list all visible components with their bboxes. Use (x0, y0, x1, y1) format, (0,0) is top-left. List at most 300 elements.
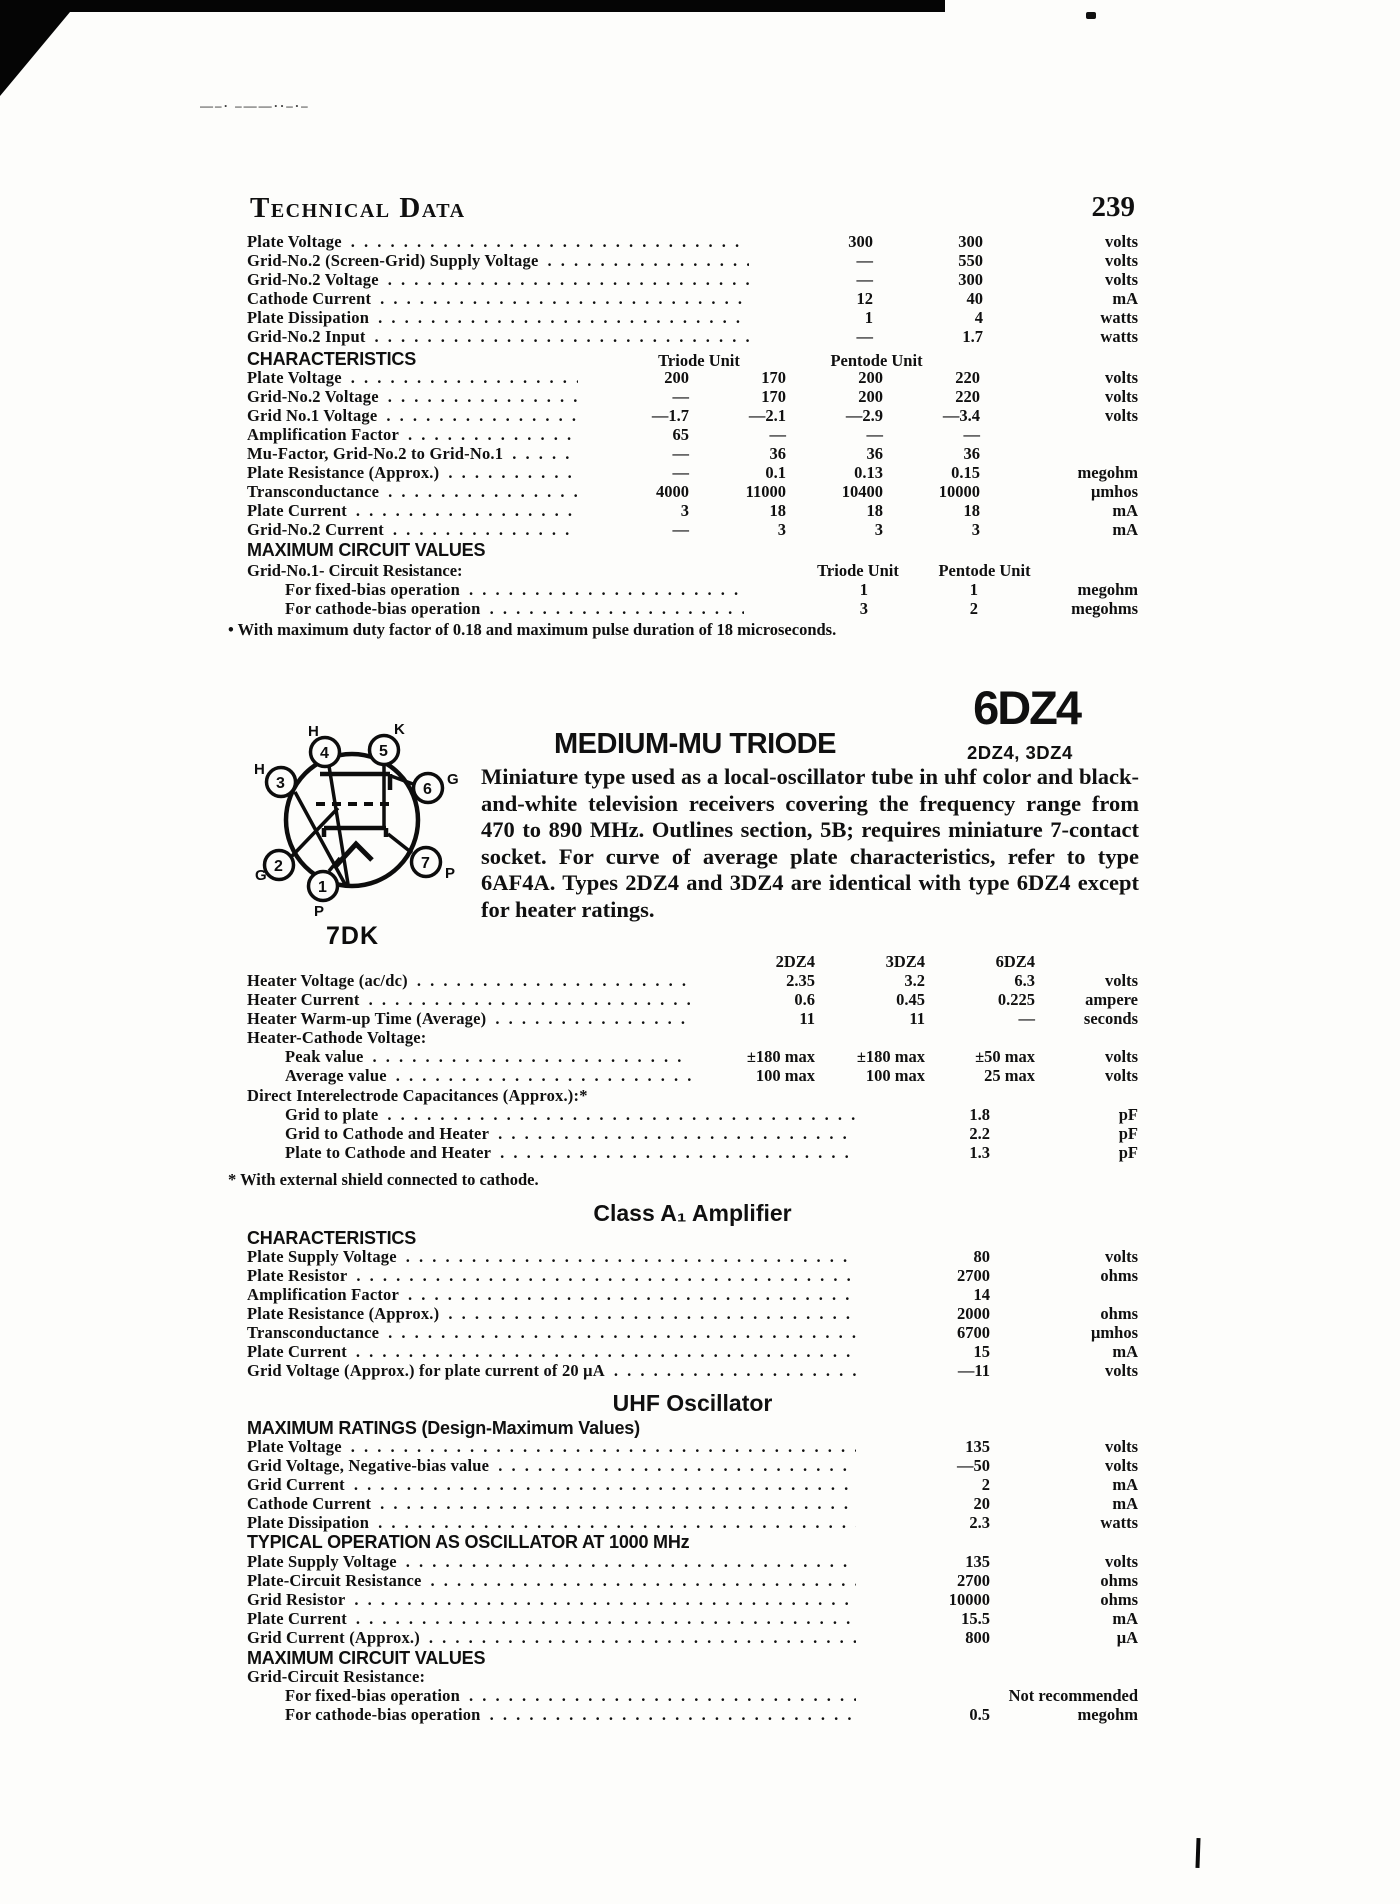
table-row (247, 501, 1138, 520)
table-row (247, 289, 1138, 308)
table-row (247, 308, 1138, 327)
dot-leader (393, 520, 578, 540)
row-value: 0.15 (951, 463, 980, 482)
row-label: Plate Current (247, 1609, 347, 1628)
basing-designation: 7DK (326, 922, 380, 948)
row-label: Direct Interelectrode Capacitances (Approx.):* (247, 1086, 588, 1105)
table-subheading-row (247, 1667, 1138, 1686)
table-row (247, 1628, 1138, 1647)
electrode-label: P (314, 903, 325, 920)
row-unit: μA (1116, 1628, 1138, 1647)
table-row (247, 1705, 1138, 1724)
table-row (247, 1494, 1138, 1513)
dot-leader (386, 406, 578, 426)
row-value: 200 (858, 387, 883, 406)
row-value: — (672, 520, 689, 539)
column-header-pentode-unit: Pentode Unit (938, 561, 1031, 580)
electrode-label: G (255, 867, 267, 884)
row-label: For fixed-bias operation (285, 1686, 460, 1705)
table-row (247, 1143, 1138, 1162)
row-value: ±180 max (746, 1047, 815, 1066)
row-label: Heater-Cathode Voltage: (247, 1028, 427, 1047)
table-row (247, 599, 1138, 618)
table-row (247, 1475, 1138, 1494)
section-maximum-ratings: MAXIMUM RATINGS (Design-Maximum Values) (247, 1418, 640, 1438)
row-value: 6700 (957, 1323, 990, 1342)
row-value: —11 (957, 1361, 990, 1380)
row-unit: megohm (1077, 463, 1138, 482)
row-value: 550 (958, 251, 983, 270)
shield-footnote: * With external shield connected to cathode. (228, 1170, 539, 1189)
row-label: For cathode-bias operation (285, 1705, 481, 1724)
row-value: — (963, 425, 980, 444)
grid-no1-circuit-resistance-label: Grid-No.1- Circuit Resistance: (247, 561, 463, 580)
tube-class-title: MEDIUM-MU TRIODE (554, 728, 836, 760)
pin-number: 7 (421, 855, 430, 872)
row-label: Heater Current (247, 990, 360, 1009)
row-label: Plate Dissipation (247, 308, 370, 327)
pin-number: 2 (274, 858, 283, 875)
pin-number: 6 (423, 781, 432, 798)
row-unit: pF (1118, 1124, 1138, 1143)
row-value: 170 (761, 387, 786, 406)
row-value: 25 max (984, 1066, 1035, 1085)
dot-leader (498, 1456, 856, 1476)
row-label: Grid No.1 Voltage (247, 406, 378, 425)
table-row (247, 1066, 1138, 1085)
dot-leader (378, 308, 749, 328)
row-unit: megohms (1071, 599, 1138, 618)
row-value: 2 (981, 1475, 990, 1494)
row-label: Grid-No.2 Voltage (247, 387, 379, 406)
row-label: Grid Current (Approx.) (247, 1628, 420, 1647)
row-unit: volts (1105, 1247, 1138, 1266)
column-header-2dz4: 2DZ4 (775, 952, 815, 971)
table-row (247, 1047, 1138, 1066)
table-row (247, 1361, 1138, 1380)
electrode-label: P (445, 865, 456, 882)
row-unit: mA (1112, 289, 1138, 308)
dot-leader (356, 501, 578, 521)
row-value: 2700 (957, 1571, 990, 1590)
dot-leader (547, 251, 749, 271)
row-unit: volts (1105, 1361, 1138, 1380)
scan-artifact-speck (1086, 12, 1096, 19)
dot-leader (351, 1437, 856, 1457)
table-row (247, 1590, 1138, 1609)
row-value: 40 (966, 289, 983, 308)
row-label: Peak value (285, 1047, 364, 1066)
dot-leader (388, 482, 578, 502)
row-label: Plate Supply Voltage (247, 1247, 397, 1266)
row-unit: volts (1105, 406, 1138, 425)
row-value: 36 (963, 444, 980, 463)
table-row (247, 1437, 1138, 1456)
row-label: Heater Warm-up Time (Average) (247, 1009, 487, 1028)
table-row (247, 1609, 1138, 1628)
dot-leader (406, 1552, 856, 1572)
dot-leader (469, 580, 744, 600)
row-value: —2.1 (748, 406, 786, 425)
row-unit: ohms (1100, 1266, 1138, 1285)
dot-leader (406, 1247, 856, 1267)
dot-leader (500, 1143, 856, 1163)
dot-leader (396, 1066, 691, 1086)
dot-leader (408, 1285, 856, 1305)
dot-leader (448, 1304, 856, 1324)
table-row (247, 580, 1138, 599)
row-label: Transconductance (247, 1323, 380, 1342)
row-unit: pF (1118, 1143, 1138, 1162)
electrode-label: G (447, 771, 459, 788)
row-unit: mA (1112, 1609, 1138, 1628)
row-unit: ohms (1100, 1571, 1138, 1590)
row-label: Grid-No.2 Input (247, 327, 366, 346)
page-number: 239 (1091, 191, 1135, 223)
row-label: Grid to Cathode and Heater (285, 1124, 490, 1143)
table-row (247, 1552, 1138, 1571)
row-label: Plate Supply Voltage (247, 1552, 397, 1571)
row-unit: volts (1105, 1456, 1138, 1475)
table-row (247, 1266, 1138, 1285)
row-label: Plate-Circuit Resistance (247, 1571, 422, 1590)
row-value: —3.4 (942, 406, 980, 425)
table-row (247, 1456, 1138, 1475)
row-value: 10400 (841, 482, 883, 501)
row-value: 15 (973, 1342, 990, 1361)
dot-leader (388, 1323, 856, 1343)
dot-leader (417, 971, 691, 991)
table-row (247, 1247, 1138, 1266)
table-row (247, 444, 1138, 463)
dot-leader (354, 1590, 856, 1610)
row-value: — (856, 251, 873, 270)
table-row (247, 1323, 1138, 1342)
heater-ratings-table (247, 971, 1138, 1085)
column-header-6dz4: 6DZ4 (995, 952, 1035, 971)
section-typical-operation: TYPICAL OPERATION AS OSCILLATOR AT 1000 MHz (247, 1532, 690, 1552)
row-value: 3 (777, 520, 786, 539)
dot-leader (378, 1513, 856, 1533)
pin-number: 4 (320, 745, 329, 762)
row-value: 1 (969, 580, 978, 599)
tube-description: Miniature type used as a local-oscillator tube in uhf color and black-and-white television receivers covering the frequency range from 470 to 890 MHz. Outlines section, 5B; requires miniature 7-contact socket. For curve of average plate characteristics, refer to type 6AF4A. Types 2DZ4 and 3DZ4 are identical with type 6DZ4 except for heater ratings. (481, 764, 1139, 922)
row-value: 3 (680, 501, 689, 520)
table-row (247, 482, 1138, 501)
table-row (247, 251, 1138, 270)
row-unit: volts (1105, 1047, 1138, 1066)
row-value: 36 (769, 444, 786, 463)
dot-leader (388, 387, 578, 407)
row-value: 2.3 (969, 1513, 990, 1532)
row-value: 10000 (948, 1590, 990, 1609)
scan-artifact-top-bar (30, 0, 945, 12)
row-value: — (1018, 1009, 1035, 1028)
dot-leader (388, 270, 749, 290)
row-unit: volts (1105, 1437, 1138, 1456)
table-row (247, 368, 1138, 387)
row-unit: watts (1100, 1513, 1138, 1532)
row-label: Grid Voltage (Approx.) for plate current of 20 μA (247, 1361, 605, 1380)
row-value: 1 (864, 308, 873, 327)
row-value: 220 (955, 368, 980, 387)
row-value: 135 (965, 1552, 990, 1571)
dot-leader (448, 463, 578, 483)
row-value: 1 (859, 580, 868, 599)
typical-operation-table (247, 1552, 1138, 1647)
row-unit: pF (1118, 1105, 1138, 1124)
row-value: 14 (973, 1285, 990, 1304)
row-value: — (866, 425, 883, 444)
row-label: Cathode Current (247, 1494, 372, 1513)
row-label: Plate to Cathode and Heater (285, 1143, 492, 1162)
column-header-triode-unit: Triode Unit (658, 351, 740, 370)
characteristics-table (247, 368, 1138, 539)
row-label: Cathode Current (247, 289, 372, 308)
row-unit: watts (1100, 308, 1138, 327)
row-value: 0.1 (765, 463, 786, 482)
dot-leader (498, 1124, 856, 1144)
row-unit: megohm (1077, 580, 1138, 599)
row-value: — (672, 463, 689, 482)
table-row (247, 1686, 1138, 1705)
tube-related-types: 2DZ4, 3DZ4 (967, 742, 1073, 763)
row-value: 170 (761, 368, 786, 387)
dot-leader (356, 1609, 856, 1629)
dot-leader (469, 1686, 856, 1706)
row-value: — (672, 444, 689, 463)
table-row (247, 463, 1138, 482)
row-value: 0.225 (997, 990, 1035, 1009)
row-value: 1.3 (969, 1143, 990, 1162)
row-label: Plate Voltage (247, 368, 342, 387)
row-value: 4000 (656, 482, 689, 501)
section-characteristics-class-a1: CHARACTERISTICS (247, 1228, 417, 1248)
table-row (247, 1105, 1138, 1124)
row-value: 10000 (938, 482, 980, 501)
row-unit: volts (1105, 387, 1138, 406)
tube-type-number: 6DZ4 (973, 681, 1080, 734)
section-class-a1-amplifier: Class A₁ Amplifier (593, 1200, 792, 1226)
row-value: 15.5 (961, 1609, 990, 1628)
row-value: 36 (866, 444, 883, 463)
row-value: 2700 (957, 1266, 990, 1285)
row-value: 300 (958, 232, 983, 251)
class-a1-characteristics-table (247, 1247, 1138, 1380)
table-row (247, 1304, 1138, 1323)
section-max-circuit-values: MAXIMUM CIRCUIT VALUES (247, 540, 486, 560)
pulse-ratings-table (247, 232, 1138, 346)
row-unit: volts (1105, 270, 1138, 289)
row-value: 2.35 (786, 971, 815, 990)
row-value: 80 (973, 1247, 990, 1266)
row-label: Grid Voltage, Negative-bias value (247, 1456, 490, 1475)
row-value: 200 (664, 368, 689, 387)
row-label: Grid-No.2 Voltage (247, 270, 379, 289)
table-row (247, 327, 1138, 346)
row-unit: mA (1112, 520, 1138, 539)
row-unit: watts (1100, 327, 1138, 346)
row-label: Plate Voltage (247, 232, 342, 251)
dot-leader (512, 444, 578, 464)
dot-leader (408, 425, 578, 445)
row-label: For fixed-bias operation (285, 580, 460, 599)
dot-leader (614, 1361, 856, 1381)
row-label: Grid-No.2 Current (247, 520, 384, 539)
row-value: 3 (971, 520, 980, 539)
dot-leader (375, 327, 749, 347)
pin-number: 3 (276, 775, 285, 792)
row-value: 6.3 (1014, 971, 1035, 990)
row-value: 100 max (755, 1066, 815, 1085)
row-label: Amplification Factor (247, 1285, 400, 1304)
row-value: 18 (963, 501, 980, 520)
section-max-circuit-values-uhf: MAXIMUM CIRCUIT VALUES (247, 1648, 486, 1668)
row-label: Grid Current (247, 1475, 345, 1494)
row-unit: ohms (1100, 1590, 1138, 1609)
row-value: 3 (874, 520, 883, 539)
row-unit: μmhos (1091, 1323, 1138, 1342)
table-row (247, 1513, 1138, 1532)
row-value: 800 (965, 1628, 990, 1647)
row-value: 20 (973, 1494, 990, 1513)
table-subheading-row (247, 1086, 1138, 1105)
row-label: Grid to plate (285, 1105, 379, 1124)
row-label: Grid-Circuit Resistance: (247, 1667, 426, 1686)
row-value: ±50 max (975, 1047, 1035, 1066)
row-value: 0.5 (969, 1705, 990, 1724)
row-value: 11000 (745, 482, 786, 501)
row-value: —2.9 (845, 406, 883, 425)
row-value: — (856, 327, 873, 346)
pin-number: 1 (318, 879, 327, 896)
row-label: Amplification Factor (247, 425, 400, 444)
section-characteristics: CHARACTERISTICS (247, 349, 417, 369)
row-unit: megohm (1077, 1705, 1138, 1724)
capacitances-table (247, 1086, 1138, 1162)
dot-leader (356, 1266, 856, 1286)
table-row (247, 1571, 1138, 1590)
row-label: Mu-Factor, Grid-No.2 to Grid-No.1 (247, 444, 504, 463)
table-row (247, 232, 1138, 251)
dot-leader (387, 1105, 856, 1125)
dot-leader (490, 599, 744, 619)
row-label: Heater Voltage (ac/dc) (247, 971, 408, 990)
column-header-triode-unit: Triode Unit (817, 561, 899, 580)
row-label: Transconductance (247, 482, 380, 501)
maximum-ratings-table (247, 1437, 1138, 1532)
pin-number: 5 (379, 743, 388, 760)
dot-leader (351, 232, 749, 252)
table-row (247, 1124, 1138, 1143)
electrode-label: H (308, 724, 319, 740)
column-header-pentode-unit: Pentode Unit (830, 351, 923, 370)
max-circuit-values-table (247, 580, 1138, 618)
dot-leader (431, 1571, 857, 1591)
row-value: 300 (958, 270, 983, 289)
table-row (247, 387, 1138, 406)
dot-leader (490, 1705, 856, 1725)
duty-factor-footnote: • With maximum duty factor of 0.18 and maximum pulse duration of 18 microseconds. (228, 620, 837, 639)
row-value: 11 (909, 1009, 925, 1028)
row-unit: volts (1105, 1552, 1138, 1571)
dot-leader (495, 1009, 691, 1029)
column-header-3dz4: 3DZ4 (885, 952, 925, 971)
table-row (247, 425, 1138, 444)
row-value: — (672, 387, 689, 406)
dot-leader (429, 1628, 856, 1648)
row-label: Plate Current (247, 1342, 347, 1361)
row-unit: Not recommended (1008, 1686, 1138, 1705)
dot-leader (354, 1475, 856, 1495)
row-value: 65 (672, 425, 689, 444)
row-value: ±180 max (856, 1047, 925, 1066)
table-row (247, 270, 1138, 289)
scan-artifact-corner-wedge (0, 0, 80, 96)
row-value: 0.6 (794, 990, 815, 1009)
dot-leader (356, 1342, 856, 1362)
row-value: 12 (856, 289, 873, 308)
grid-circuit-resistance-table (247, 1667, 1138, 1724)
row-value: 300 (848, 232, 873, 251)
row-label: For cathode-bias operation (285, 599, 481, 618)
row-label: Plate Resistor (247, 1266, 348, 1285)
row-value: 0.13 (854, 463, 883, 482)
row-unit: mA (1112, 1475, 1138, 1494)
scan-artifact-tick (1195, 1838, 1200, 1868)
page-title: Technical Data (250, 192, 466, 224)
row-value: 2 (969, 599, 978, 618)
table-subheading-row (247, 1028, 1138, 1047)
dot-leader (369, 990, 691, 1010)
heater-symbol (334, 844, 372, 868)
cathode-symbol (324, 828, 386, 837)
row-value: 4 (974, 308, 983, 327)
dot-leader (351, 368, 578, 388)
row-label: Average value (285, 1066, 387, 1085)
table-row (247, 1285, 1138, 1304)
scan-artifact-dashes (200, 98, 560, 112)
table-row (247, 1342, 1138, 1361)
row-unit: μmhos (1091, 482, 1138, 501)
dot-leader (380, 1494, 856, 1514)
row-label: Plate Resistance (Approx.) (247, 1304, 440, 1323)
table-row (247, 1009, 1138, 1028)
row-value: 100 max (865, 1066, 925, 1085)
row-label: Grid-No.2 (Screen-Grid) Supply Voltage (247, 251, 539, 270)
row-unit: mA (1112, 1342, 1138, 1361)
row-value: 220 (955, 387, 980, 406)
row-unit: mA (1112, 1494, 1138, 1513)
table-row (247, 971, 1138, 990)
table-row (247, 520, 1138, 539)
dot-leader (380, 289, 749, 309)
row-unit: volts (1105, 251, 1138, 270)
row-value: — (769, 425, 786, 444)
row-unit: seconds (1083, 1009, 1138, 1028)
row-unit: volts (1105, 368, 1138, 387)
row-value: — (856, 270, 873, 289)
electrode-label: K (394, 724, 405, 738)
row-value: 11 (799, 1009, 815, 1028)
table-row (247, 990, 1138, 1009)
row-value: 1.8 (969, 1105, 990, 1124)
row-value: 2.2 (969, 1124, 990, 1143)
table-row (247, 406, 1138, 425)
row-unit: mA (1112, 501, 1138, 520)
row-label: Grid Resistor (247, 1590, 346, 1609)
row-value: 200 (858, 368, 883, 387)
